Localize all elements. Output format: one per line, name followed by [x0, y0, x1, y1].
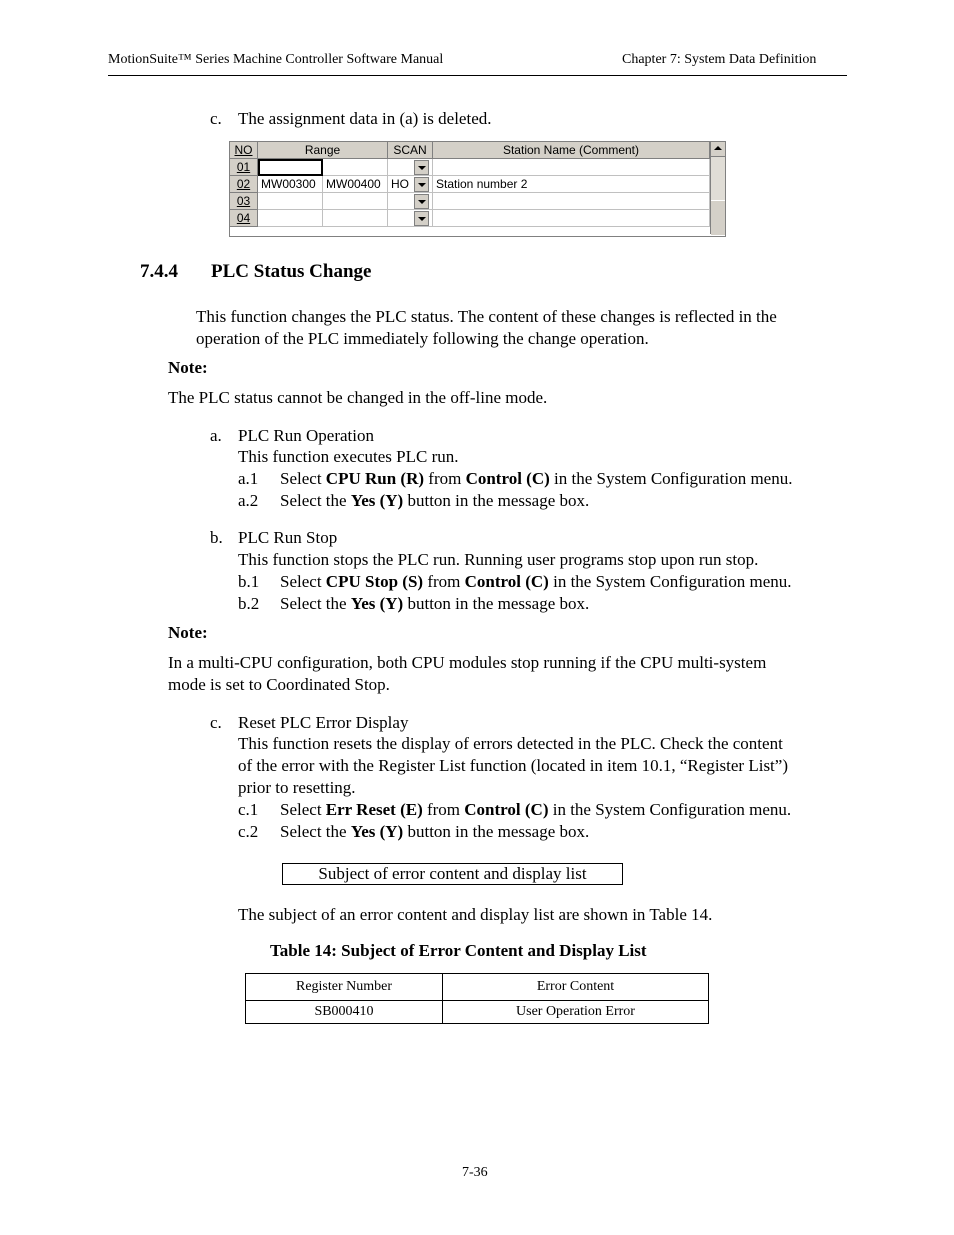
chevron-down-icon[interactable] — [414, 194, 429, 209]
step-text: Select CPU Stop (S) from Control (C) in the System Configuration menu. — [280, 572, 792, 591]
step-marker: c.1 — [238, 800, 259, 819]
grid-range-end[interactable]: MW00400 — [323, 176, 388, 193]
grid-row-no[interactable]: 04 — [230, 210, 258, 227]
grid-row-no[interactable]: 01 — [230, 159, 258, 176]
grid-range-end[interactable] — [323, 159, 388, 176]
item-marker: b. — [210, 528, 223, 547]
intro-item-text: The assignment data in (a) is deleted. — [238, 109, 492, 128]
note-label: Note: — [168, 623, 208, 642]
grid-row — [230, 210, 710, 227]
header-rule — [108, 75, 847, 76]
grid-range-end[interactable] — [323, 193, 388, 210]
item-description: This function stops the PLC run. Running user programs stop upon run stop. — [238, 550, 759, 569]
scroll-up-arrow-icon[interactable] — [711, 142, 725, 157]
table-caption: Table 14: Subject of Error Content and Display List — [270, 941, 647, 960]
chevron-down-icon[interactable] — [414, 211, 429, 226]
step-marker: c.2 — [238, 822, 259, 841]
grid-scan-cell[interactable] — [388, 176, 433, 193]
note-label: Note: — [168, 358, 208, 377]
grid-range-start[interactable] — [258, 193, 323, 210]
grid-station-name[interactable] — [433, 193, 710, 210]
note-text-line1: In a multi-CPU configuration, both CPU modules stop running if the CPU multi-system — [168, 653, 767, 672]
grid-station-name[interactable] — [433, 210, 710, 227]
table-reference-text: The subject of an error content and display list are shown in Table 14. — [238, 905, 713, 924]
grid-header-no[interactable]: NO — [230, 142, 258, 159]
step-marker: a.2 — [238, 491, 259, 510]
grid-row — [230, 159, 710, 176]
grid-range-start[interactable] — [258, 210, 323, 227]
grid-station-name[interactable] — [433, 159, 710, 176]
step-text: Select CPU Run (R) from Control (C) in the System Configuration menu. — [280, 469, 793, 488]
note-text-line2: mode is set to Coordinated Stop. — [168, 675, 390, 694]
grid-scan-cell[interactable] — [388, 159, 433, 176]
grid-header-scan[interactable]: SCAN — [388, 142, 433, 159]
step-marker: b.2 — [238, 594, 260, 613]
step-text: Select Err Reset (E) from Control (C) in the System Configuration menu. — [280, 800, 792, 819]
item-description-line3: prior to resetting. — [238, 778, 356, 797]
item-description-line1: This function resets the display of errors detected in the PLC. Check the content — [238, 734, 783, 753]
grid-row-no[interactable]: 02 — [230, 176, 258, 193]
page-number: 7-36 — [462, 1165, 488, 1180]
grid-scan-cell[interactable] — [388, 210, 433, 227]
step-marker: a.1 — [238, 469, 259, 488]
table-header-row — [246, 974, 709, 1001]
table-cell-register: SB000410 — [246, 1001, 443, 1024]
intro-item-marker: c. — [210, 109, 222, 128]
error-content-table — [245, 973, 709, 1024]
grid-row-no[interactable]: 03 — [230, 193, 258, 210]
item-description: This function executes PLC run. — [238, 447, 459, 466]
grid-row — [230, 176, 710, 193]
table-row — [246, 1001, 709, 1024]
boxed-subject-label: Subject of error content and display list — [282, 863, 623, 885]
scroll-thumb[interactable] — [711, 200, 725, 235]
chevron-down-icon[interactable] — [414, 160, 429, 175]
grid-range-start[interactable] — [258, 159, 323, 176]
step-text: Select the Yes (Y) button in the message box. — [280, 594, 590, 613]
section-title: PLC Status Change — [211, 261, 372, 282]
grid-header-range[interactable]: Range — [258, 142, 388, 159]
intro-paragraph-line2: operation of the PLC immediately following the change operation. — [196, 329, 649, 348]
note-text: The PLC status cannot be changed in the off-line mode. — [168, 388, 548, 407]
header-manual-title: MotionSuite™ Series Machine Controller Software Manual — [108, 52, 444, 67]
grid-vertical-scrollbar[interactable] — [710, 142, 725, 234]
table-cell-error: User Operation Error — [443, 1001, 709, 1024]
grid-range-start[interactable]: MW00300 — [258, 176, 323, 193]
item-title: PLC Run Stop — [238, 528, 338, 547]
item-marker: a. — [210, 426, 222, 445]
grid-scan-cell[interactable] — [388, 193, 433, 210]
step-text: Select the Yes (Y) button in the message box. — [280, 822, 590, 841]
grid-row — [230, 193, 710, 210]
intro-paragraph-line1: This function changes the PLC status. The content of these changes is reflected in the — [196, 307, 777, 326]
step-marker: b.1 — [238, 572, 260, 591]
grid-header-row — [230, 142, 710, 159]
section-number: 7.4.4 — [140, 261, 178, 282]
item-description-line2: of the error with the Register List function (located in item 10.1, “Register List”) — [238, 756, 788, 775]
header-chapter-title: Chapter 7: System Data Definition — [622, 52, 817, 67]
step-text: Select the Yes (Y) button in the message box. — [280, 491, 590, 510]
grid-station-name[interactable]: Station number 2 — [433, 176, 710, 193]
grid-scan-value: HO — [391, 177, 409, 191]
io-assignment-grid — [229, 141, 726, 237]
item-marker: c. — [210, 713, 222, 732]
table-header-register-number: Register Number — [246, 974, 443, 1001]
item-title: Reset PLC Error Display — [238, 713, 409, 732]
grid-header-station[interactable]: Station Name (Comment) — [433, 142, 710, 159]
table-header-error-content: Error Content — [443, 974, 709, 1001]
grid-range-end[interactable] — [323, 210, 388, 227]
item-title: PLC Run Operation — [238, 426, 374, 445]
chevron-down-icon[interactable] — [414, 177, 429, 192]
